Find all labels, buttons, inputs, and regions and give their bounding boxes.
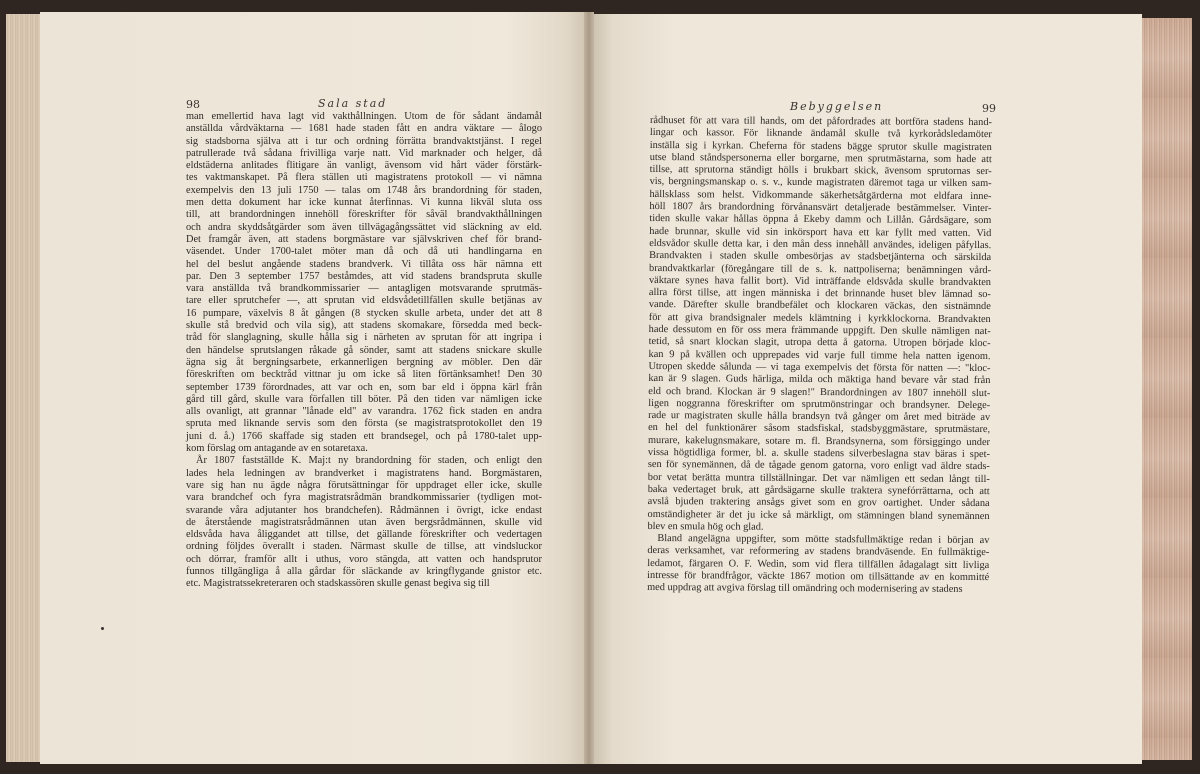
- text-line: exempelvis den 13 juli 1750 — talas om 1748 års brandordning för staden,: [186, 184, 542, 196]
- text-line: vande. Därefter skulle brandbefälet och klockaren väckas, den sistnämnde: [648, 299, 991, 313]
- text-line: eldsvåda hava åliggandet att tillse, det gällande föreskrifter och vedertagen: [186, 529, 542, 541]
- left-page-number: 98: [186, 98, 200, 111]
- text-line: men detta dokument har icke kunnat återfinnas. Vi kunna likväl sluta oss: [186, 197, 542, 209]
- text-line: höll 1807 års brandordning förvånansvärt detaljerade bestämmelser. Vinter-: [649, 201, 992, 215]
- left-page-edges: [6, 14, 43, 762]
- text-line: tillse, att sprutorna ständigt hölls i brukbart skick, ävensom sprutornas ser-: [649, 164, 992, 178]
- text-line: vissa högtidliga former, bl. a. skulle stadens silverbeslagna stav bäras i spet-: [647, 447, 990, 461]
- text-line: funnos tillgängliga å alla gårdar för släckande av kringflygande gnistor etc.: [186, 565, 542, 577]
- text-line: eldsvådor skulle detta kar, i den mån dess innehåll användes, ideligen påfyllas.: [649, 237, 992, 252]
- right-running-title: Bebyggelsen: [790, 100, 884, 113]
- text-line: deras verksamhet, var reformering av stadens brandväsende. En fullmäktige-: [647, 545, 990, 559]
- text-line: tråd för slanglagning, skulle hålla sig i närheten av sprutan för att ingripa i: [186, 332, 542, 344]
- text-line: till, att brandordningen innehöll föreskrifter för såväl brandvakthållningen: [186, 209, 542, 221]
- text-line: och dörrar, framför allt i uthus, voro stängda, att vatten och handsprutor: [186, 553, 542, 565]
- text-line: utse bland ståndspersonerna eller borgarne, men sprutmästarna, som hade att: [649, 151, 992, 165]
- text-line: blev en smula hög och glad.: [647, 520, 764, 533]
- text-line: alls ovanligt, att grannar "lånade eld" av varandra. 1762 fick staden en andra: [186, 406, 542, 418]
- text-line: svarande våra adjutanter hos brandchefen). Rådmännen i övrigt, icke endast: [186, 504, 542, 516]
- text-line: allra först tillse, att ingen människa i det brinnande huset blev lämnad so-: [648, 287, 991, 301]
- text-line: Det framgår även, att stadens borgmästare var självskriven chef för brand-: [186, 233, 542, 245]
- right-page-edges: [1140, 18, 1192, 760]
- text-line: gård till gård, skulle vara förfallen till böter. På den tiden var nämligen icke: [186, 393, 542, 405]
- right-page-body: [647, 115, 992, 597]
- text-line: skulle stå bredvid och vila sig), att stadens skomakare, försedda med beck-: [186, 320, 542, 332]
- text-line: lingar och kassor. För liknande ändamål skulle två kyrkorådsledamöter: [649, 127, 992, 141]
- text-line: murare, kakelugnsmakare, sotare m. fl. Brandsynerna, som försiggingo under: [647, 434, 991, 448]
- text-line: inställa sig i kyrkan. Cheferna för stadens bägge sprutor skulle magistraten: [649, 139, 992, 153]
- text-line: tetid, så snart klockan slagit, utropa detta å gatorna. Utropen började kloc-: [648, 336, 991, 350]
- text-line: och andra skyddsåtgärder som även tillvägagångssättet vid släckning av eld.: [186, 221, 542, 233]
- text-line: kan är 9 slagen. Guds härliga, milda och mäktiga hand bevare vår stad från: [648, 373, 991, 387]
- text-line: sen för synemännen, då de tågade genom gatorna, voro enligt vad äldre stads-: [647, 459, 990, 473]
- text-line: ägna sig åt bergningsarbete, erkannerligen bergning av möbler. Den där: [186, 356, 542, 368]
- text-line: tare eller sprutchefer —, att sprutan vid eldsvådetillfällen skulle betjänas av: [186, 295, 542, 307]
- text-line: Utropen skedde sålunda — vi taga exempelvis det första för natten —: "kloc-: [648, 360, 991, 375]
- text-line: kan 9 på kvällen och upprepades vid varje full timme hela natten igenom.: [648, 348, 991, 362]
- text-line: hel del beslut angående stadens brandverk. Vi tillåta oss här nämna ett: [186, 258, 542, 270]
- text-line: tiden skulle vakar hållas öppna å Ekeby damm och Lillån. Gårdsägare, som: [649, 213, 992, 227]
- text-line: bor vetat berätta muntra tillställningar. Det var nämligen ett sedan långt till-: [647, 471, 990, 485]
- left-page-body: [186, 111, 542, 591]
- text-line: anställda vårdväktarna — 1681 hade staden fått en andra väktare — ålogo: [186, 123, 542, 135]
- text-line: man emellertid hava lagt vid vakthållningen. Utom de för sådant ändamål: [186, 111, 542, 122]
- text-line: hällsklass som helst. Vidkommande säkerhetsåtgärderna mot eldfara inne-: [649, 188, 992, 202]
- text-line: rade ur magistraten skulle hålla brandsyn två gånger om året med biträde av: [648, 410, 991, 424]
- text-line: den händelse sprutslangen råkade gå sönder, samt att stadens snickare skulle: [186, 344, 542, 356]
- text-line: lades hela ledningen av brandverket i magistratens hand. Borgmästaren,: [186, 467, 542, 479]
- text-line: kom förslag om antagande av en sotaretaxa.: [186, 443, 368, 455]
- text-line: avslå bjuden traktering ansågs givet som en grov oartighet. Under sådana: [647, 496, 990, 510]
- text-line: vara brandchef och fyra magistratsrådmän brandkommissarier (tydligen mot-: [186, 492, 542, 504]
- text-line: År 1807 fastställde K. Maj:t ny brandordning för staden, och enligt den: [196, 455, 542, 467]
- text-line: par. Den 3 september 1757 beståmdes, att vid stadens brandspruta skulle: [186, 270, 542, 282]
- text-line: rådhuset för att vara till hands, om det påfordrades att bortföra stadens hand-: [649, 115, 992, 129]
- text-line: de återstående magistratsrådmännen utan även bergsrådmännen, skulle vid: [186, 516, 542, 528]
- text-line: hade brunnar, skulle vid sin inkörsport hava ett kar fyllt med vatten. Vid: [649, 225, 992, 239]
- text-line: sig stadsborna själva att i tur och ordning förrätta brandvaktstjänst. I regel: [186, 135, 542, 147]
- text-line: spruta med liknande servis som den första (se magistratsprotokollet den 19: [186, 418, 542, 430]
- text-line: ligen noggranna föreskrifter om sprutmönstringar och brandsyner. Delege-: [648, 397, 991, 411]
- text-line: väsendet. Under 1700-talet möter man då och då uti handlingarna en: [186, 246, 542, 258]
- text-line: en hel del funktionärer såsom stadsfiskal, stadsbyggmästare, sprutmästare,: [648, 422, 991, 436]
- text-line: eld och brand. Klockan är 9 slagen!" Brandordningen av 1807 innehöll slut-: [648, 385, 991, 399]
- book-gutter: [584, 12, 594, 764]
- text-line: ordning följdes överallt i staden. Närmast skulle de tillse, att vindsluckor: [186, 541, 542, 553]
- text-line: brandvaktkarlar (föregångare till de s. k. nattpoliserna; benämningen vård-: [649, 262, 992, 276]
- text-line: vis, bergningsmanskap o. s. v., kunde magistraten däremot taga ur vilken sam-: [649, 176, 992, 190]
- text-line: ledamot, färgaren O. F. Wedin, som vid flera tillfällen ådagalagt sitt livliga: [647, 557, 990, 571]
- text-line: patrullerade två sådana frivilliga varje natt. Vid marknader och helger, då: [186, 147, 542, 159]
- text-line: tes vaktmanskapet. På flera ställen uti magistratens protokoll — vi nämna: [186, 172, 542, 184]
- text-line: med uppdrag att avgiva förslag till omändring och modernisering av stadens: [647, 582, 963, 596]
- text-line: för att giva brandsignaler medels klämtning i kyrkklockorna. Brandvakten: [648, 311, 991, 325]
- text-line: baka vedertaget bruk, att gårdsägarne skulle traktera synefórrättarna, och att: [647, 483, 990, 497]
- text-line: eldstäderna anlitades flitigare än vanligt, ävensom vid hårt väder förstärk-: [186, 160, 542, 172]
- text-line: vara anställda två brandkommissarier — antagligen motsvarande sprutmäs-: [186, 283, 542, 295]
- text-line: hade dessutom en för oss mera främmande uppgift. Den skulle nämligen nat-: [648, 324, 991, 338]
- left-running-title: Sala stad: [318, 97, 388, 110]
- text-line: väktare synes hava fallit bort). Vid inträffande eldsvåda skulle brandvakten: [648, 274, 992, 288]
- text-line: september 1739 förordnades, att var och en, som bar eld i öppna kärl från: [186, 381, 542, 393]
- right-page-number: 99: [982, 102, 996, 115]
- text-line: omständigheter är det ju icke så märkligt, om stämningen bland synemännen: [647, 508, 990, 522]
- page-mark: [101, 627, 104, 630]
- text-line: 16 pumpare, växelvis 8 åt gången (8 stycken skulle arbeta, under det att 8: [186, 307, 542, 319]
- text-line: Bland angelägna uppgifter, som mötte stadsfullmäktige redan i början av: [657, 533, 990, 547]
- text-line: etc. Magistratssekreteraren och stadskassören skulle genast begiva sig till: [186, 578, 490, 590]
- text-line: juni d. å.) 1766 skaffade sig staden ett brandsegel, och på 1780-talet upp-: [186, 430, 542, 442]
- text-line: vare sig han nu ägde några förutsättningar för uppdraget eller icke, skulle: [186, 479, 542, 491]
- text-line: intresse för brandfrågor, väckte 1867 motion om tillsättande av en kommitté: [647, 569, 990, 584]
- text-line: Brandvakten i staden skulle ombesörjas av stadsbetjänterna och särskilda: [649, 250, 992, 264]
- text-line: föreskriften om becktråd vittnar ju om icke så liten förtänksamhet! Den 30: [186, 369, 542, 381]
